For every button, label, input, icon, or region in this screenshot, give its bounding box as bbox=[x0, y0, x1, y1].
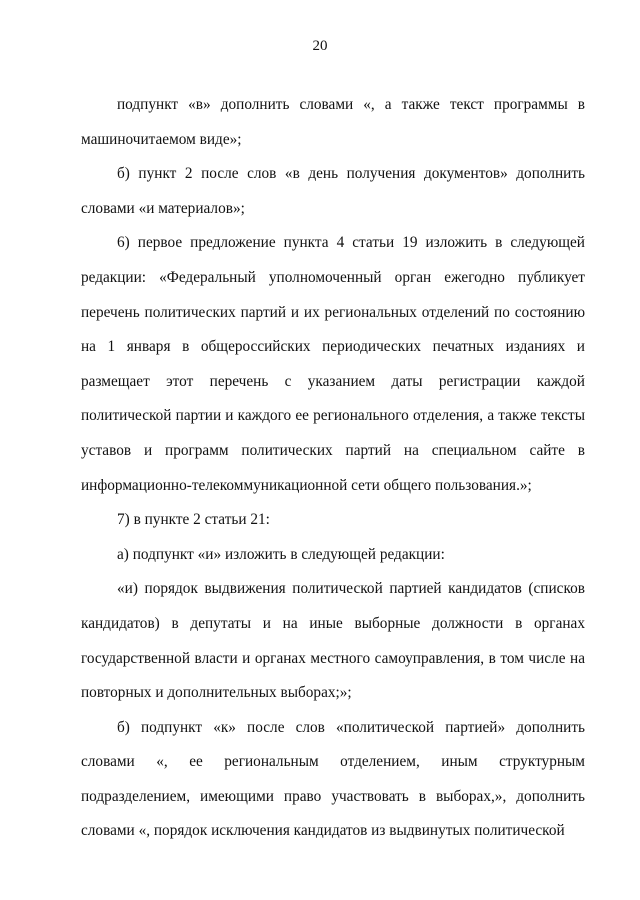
paragraph-subitem-v: подпункт «в» дополнить словами «, а также текст программы в машиночитаемом виде»; bbox=[81, 96, 585, 148]
paragraph-subitem-b-k: б) подпункт «к» после слов «политической партией» дополнить словами «, ее региональным отделением, иным структурным подразделением, имеющими право участвовать в выборах,», дополнить словами «, порядок исключения кандидатов из выдвинутых политической bbox=[81, 718, 585, 840]
paragraph-item-b-point-2: б) пункт 2 после слов «в день получения документов» дополнить словами «и материалов»; bbox=[81, 165, 585, 217]
paragraph-item-6-article-19: 6) первое предложение пункта 4 статьи 19 изложить в следующей редакции: «Федеральный уполномоченный орган ежегодно публикует перечень политических партий и их региональных отделений по состоянию на 1 января в общероссийских периодических печатных изданиях и размещает этот перечень с указанием даты регистрации каждой политической партии и каждого ее регионального отделения, а также тексты уставов и программ политических партий на специальном сайте в информационно-телекоммуникационной сети общего пользования.»; bbox=[81, 234, 585, 494]
page-number: 20 bbox=[312, 38, 328, 54]
paragraph-quoted-subitem-i: «и) порядок выдвижения политической партией кандидатов (списков кандидатов) в депутаты и на иные выборные должности в органах государственной власти и органах местного самоуправления, в том числе на повторных и дополнительных выборах;»; bbox=[81, 580, 585, 702]
paragraph-item-7-article-21: 7) в пункте 2 статьи 21: bbox=[117, 511, 270, 529]
paragraph-subitem-a: а) подпункт «и» изложить в следующей редакции: bbox=[117, 545, 445, 563]
document-body bbox=[81, 88, 585, 849]
